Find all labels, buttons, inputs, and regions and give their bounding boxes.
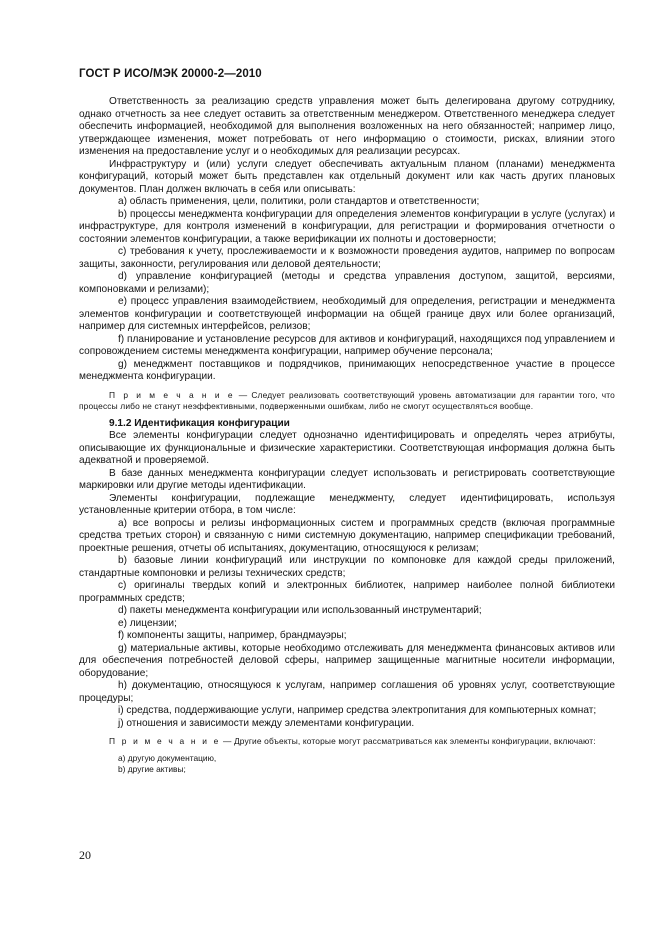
section-heading: 9.1.2 Идентификация конфигурации xyxy=(109,417,290,429)
document-header: ГОСТ Р ИСО/МЭК 20000-2—2010 xyxy=(79,68,262,80)
list-item: g) менеджмент поставщиков и подрядчиков, принимающих непосредственное участие в процессе менеджмента конфигурации. xyxy=(79,358,615,382)
paragraph: В базе данных менеджмента конфигурации следует использовать и регистрировать соответствующие маркировки или другие методы идентификации. xyxy=(79,467,615,491)
list-item: i) средства, поддерживающие услуги, например средства электропитания для компьютерных комнат; xyxy=(118,705,597,716)
list-item: b) процессы менеджмента конфигурации для определения элементов конфигурации в услуге (услугах) и инфраструктуре, для контроля изменений в конфигурации, для регистрации и формирования отчетности о состоянии элементов конфигурации, а также верификации их полноты и достоверности; xyxy=(79,208,615,245)
note-label: П р и м е ч а н и е xyxy=(109,736,221,746)
note-text: — Следует реализовать соответствующий уровень автоматизации для гарантии того, что процессы либо не станут неэффективными, подверженными ошибкам, либо не смогут осуществляться вообще. xyxy=(79,389,615,411)
list-item: a) область применения, цели, политики, роли стандартов и ответственности; xyxy=(118,196,480,207)
paragraph: Все элементы конфигурации следует однозначно идентифицировать и определять через атрибуты, описывающие их функциональные и физические характеристики. Соответствующая информация должна быть адекватной и проверяемой. xyxy=(79,430,615,466)
paragraph: Инфраструктуру и (или) услуги следует обеспечивать актуальным планом (планами) менеджмента конфигураций, который может быть представлен как отдельный документ или как часть других плановых документов. План должен включать в себя или описывать: xyxy=(79,158,615,195)
paragraph: Элементы конфигурации, подлежащие менеджменту, следует идентифицировать, используя установленные критерии отбора, в том числе: xyxy=(79,492,615,516)
list-item: c) требования к учету, прослеживаемости и к возможности проведения аудитов, например по вопросам защиты, законности, регулирования или деловой деятельности; xyxy=(79,246,615,270)
note xyxy=(79,390,615,413)
note-label: П р и м е ч а н и е xyxy=(109,389,235,400)
list-item: f) планирование и установление ресурсов для активов и конфигураций, находящихся под управлением и сопровождением системы менеджмента конфигурации, например обучение персонала; xyxy=(79,333,615,357)
list-item: d) пакеты менеджмента конфигурации или использованный инструментарий; xyxy=(118,605,482,616)
paragraph: Ответственность за реализацию средств управления может быть делегирована другому сотруднику, однако отчетность за нее следует оставить за ответственным менеджером. Ответственного менеджера следует обеспечить информацией, необходимой для выполнения возложенных на него обязанностей; например лицо, утверждающее изменения, может потребовать от него информацию о стоимости, рисках, влиянии этого изменения на предоставление услуг и о необходимых для реализации ресурсах. xyxy=(79,96,615,157)
page-number: 20 xyxy=(79,848,91,862)
list-item: j) отношения и зависимости между элементами конфигурации. xyxy=(118,717,415,729)
list-item: c) оригиналы твердых копий и электронных библиотек, например наиболее полной библиотеки программных средств; xyxy=(79,580,615,604)
list-item: e) лицензии; xyxy=(118,617,177,629)
list-item: f) компоненты защиты, например, брандмауэры; xyxy=(118,630,347,641)
list-item: d) управление конфигурацией (методы и средства управления доступом, защитой, версиями, компоновками и релизами); xyxy=(79,271,615,295)
list-item: e) процесс управления взаимодействием, необходимый для определения, регистрации и менеджмента элементов конфигурации и соответствующей информации на общей границе двух или более организаций, например для системных интерфейсов, релизов; xyxy=(79,296,615,332)
note-list-item: a) другую документацию, xyxy=(118,752,217,763)
note-text: — Другие объекты, которые могут рассматриваться как элементы конфигурации, включают: xyxy=(220,736,596,746)
list-item: b) базовые линии конфигураций или инструкции по компоновке для каждой среды приложений, стандартные компоновки и релизы технических средств; xyxy=(79,555,615,579)
note xyxy=(79,736,615,748)
list-item: g) материальные активы, которые необходимо отслеживать для менеджмента финансовых активов или для обеспечения потребностей деловой сферы, например защищенные магнитные носители информации, оборудование; xyxy=(79,642,615,679)
note-list-item: b) другие активы; xyxy=(118,764,186,774)
document-body xyxy=(79,96,615,776)
list-item: a) все вопросы и релизы информационных систем и программных средств (включая программные средства третьих сторон) и связанную с ними системную документацию, например спецификации требований, проектные решения, отчеты об испытаниях, документацию, относящуюся к релизам; xyxy=(79,517,615,554)
list-item: h) документацию, относящуюся к услугам, например соглашения об уровнях услуг, соответствующие процедуры; xyxy=(79,680,615,704)
